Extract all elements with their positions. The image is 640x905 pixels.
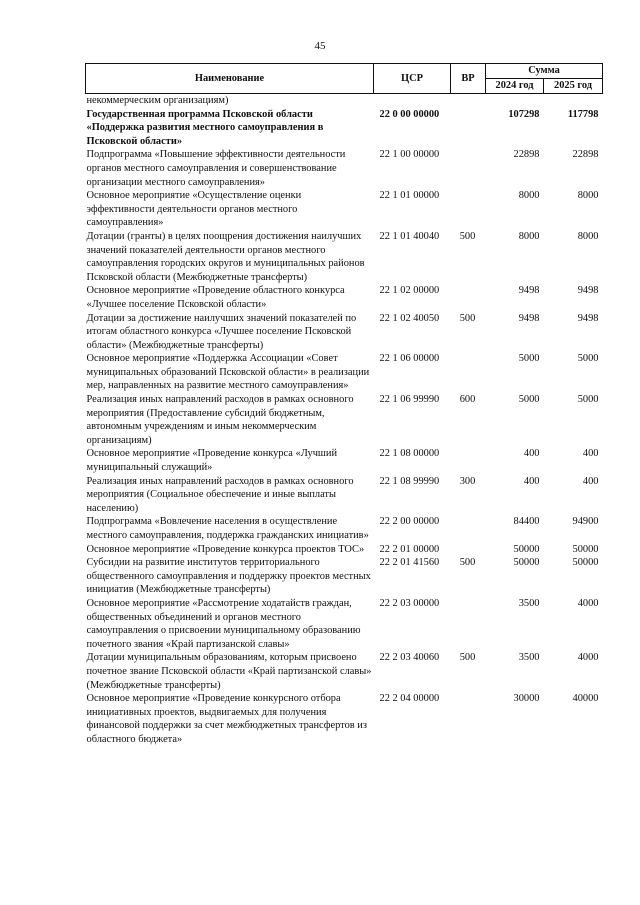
row-sum-2025: 400 xyxy=(582,448,599,460)
table-row xyxy=(86,556,603,597)
row-csr: 22 1 02 00000 xyxy=(379,285,440,297)
table-row xyxy=(86,230,603,284)
row-name: Реализация иных направлений расходов в рамках основного мероприятия (Социальное обеспечение и иные выплаты населению) xyxy=(86,475,354,514)
table-row xyxy=(86,312,603,353)
row-name: Реализация иных направлений расходов в рамках основного мероприятия (Предоставление субсидий бюджетным, автономным учреждениям и иным некоммерческим организациям) xyxy=(86,394,354,446)
row-sum-2025: 9498 xyxy=(577,285,599,297)
row-sum-2025: 4000 xyxy=(577,597,599,609)
table-row xyxy=(86,475,603,516)
row-sum-2024: 400 xyxy=(523,448,540,460)
table-row xyxy=(86,597,603,651)
row-vr: 500 xyxy=(459,557,476,569)
row-csr: 22 0 00 00000 xyxy=(379,108,440,120)
row-sum-2024: 30000 xyxy=(513,693,540,705)
row-sum-2025: 94900 xyxy=(572,516,599,528)
row-sum-2024: 5000 xyxy=(518,353,540,365)
row-sum-2024: 50000 xyxy=(513,557,540,569)
row-csr: 22 1 01 40040 xyxy=(379,230,440,242)
table-row xyxy=(86,94,603,108)
row-csr: 22 1 00 00000 xyxy=(379,149,440,161)
row-name: Основное мероприятие «Проведение конкурса «Лучший муниципальный служащий» xyxy=(86,448,338,474)
row-sum-2025: 5000 xyxy=(577,394,599,406)
row-sum-2025: 40000 xyxy=(572,693,599,705)
budget-table xyxy=(85,63,603,747)
table-header xyxy=(86,64,603,94)
row-sum-2025: 22898 xyxy=(572,149,599,161)
row-csr: 22 1 06 99990 xyxy=(379,394,440,406)
row-csr: 22 2 01 41560 xyxy=(379,557,440,569)
row-sum-2025: 4000 xyxy=(577,652,599,664)
page-number: 45 xyxy=(314,40,326,52)
row-name: Основное мероприятие «Проведение конкурса проектов ТОС» xyxy=(86,543,365,555)
row-sum-2025: 8000 xyxy=(577,230,599,242)
row-sum-2025: 9498 xyxy=(577,312,599,324)
row-vr: 300 xyxy=(459,475,476,487)
row-vr xyxy=(451,543,486,557)
row-name: Дотации муниципальным образованиям, которым присвоено почетное звание Псковской области «Край партизанской славы» (Межбюджетные трансферты) xyxy=(86,652,372,691)
row-sum-2024: 8000 xyxy=(518,190,540,202)
row-vr xyxy=(451,94,486,108)
table-row xyxy=(86,515,603,542)
row-csr: 22 2 03 40060 xyxy=(379,652,440,664)
row-name: Субсидии на развитие институтов территориального общественного самоуправления и поддержку проектов местных инициатив (Межбюджетные трансферты) xyxy=(86,557,371,596)
row-name: некоммерческим организациям) xyxy=(86,95,229,106)
table-row xyxy=(86,447,603,474)
table-row xyxy=(86,108,603,149)
row-name: Дотации за достижение наилучших значений показателей по итогам областного конкурса «Лучшее поселение Псковской области» (Межбюджетные трансферты) xyxy=(86,312,357,351)
row-csr xyxy=(374,94,451,108)
row-name: Подпрограмма «Повышение эффективности деятельности органов местного самоуправления и совершенствование организации местного самоуправления» xyxy=(86,149,346,188)
row-csr: 22 1 08 00000 xyxy=(379,448,440,460)
row-csr: 22 2 03 00000 xyxy=(379,597,440,609)
table-row xyxy=(86,284,603,311)
row-csr: 22 2 01 00000 xyxy=(379,543,440,555)
row-csr: 22 1 02 40050 xyxy=(379,312,440,324)
row-sum-2025: 400 xyxy=(582,475,599,487)
table-row xyxy=(86,393,603,447)
table-row xyxy=(86,543,603,557)
row-vr xyxy=(451,108,486,149)
row-vr xyxy=(451,189,486,230)
row-vr xyxy=(451,597,486,651)
row-sum-2024: 107298 xyxy=(508,108,540,120)
row-vr: 500 xyxy=(459,652,476,664)
row-sum-2025: 8000 xyxy=(577,190,599,202)
header-name: Наименование xyxy=(86,64,374,94)
row-sum-2024: 8000 xyxy=(518,230,540,242)
row-vr xyxy=(451,284,486,311)
row-name: Основное мероприятие «Рассмотрение ходатайств граждан, общественных объединений и органов местного самоуправления о присвоении муниципальному образованию почетного звания «Край партизанской славы» xyxy=(86,597,361,650)
row-sum-2024: 22898 xyxy=(513,149,540,161)
row-name: Основное мероприятие «Проведение конкурсного отбора инициативных проектов, выдвигаемых для получения финансовой поддержки за счет межбюджетных трансфертов из областного бюджета» xyxy=(86,693,367,745)
header-year-2025: 2025 год xyxy=(544,79,603,94)
row-sum-2025: 50000 xyxy=(572,557,599,569)
row-csr: 22 2 00 00000 xyxy=(379,516,440,528)
row-sum-2024: 3500 xyxy=(518,597,540,609)
row-sum-2024: 400 xyxy=(523,475,540,487)
row-name: Основное мероприятие «Поддержка Ассоциации «Совет муниципальных образований Псковской области» в реализации мер, направленных на развитие местного самоуправления» xyxy=(86,353,370,392)
row-sum-2024: 9498 xyxy=(518,285,540,297)
row-vr xyxy=(451,447,486,474)
header-csr: ЦСР xyxy=(374,64,451,94)
header-year-2024: 2024 год xyxy=(486,79,544,94)
table-row xyxy=(86,651,603,692)
row-name: Подпрограмма «Вовлечение населения в осуществление местного самоуправления, поддержка гражданских инициатив» xyxy=(86,516,369,541)
row-vr: 600 xyxy=(459,394,476,406)
row-name: Основное мероприятие «Проведение областного конкурса «Лучшее поселение Псковской области» xyxy=(86,285,345,310)
row-sum-2024: 84400 xyxy=(513,516,540,528)
table-row xyxy=(86,352,603,393)
row-vr: 500 xyxy=(459,312,476,324)
row-sum-2024: 5000 xyxy=(518,394,540,406)
header-sum: Сумма xyxy=(486,64,603,79)
row-sum-2025: 5000 xyxy=(577,353,599,365)
row-csr: 22 1 06 00000 xyxy=(379,353,440,365)
row-sum-2024: 50000 xyxy=(513,543,540,555)
row-sum-2024: 3500 xyxy=(518,652,540,664)
row-sum-2025: 50000 xyxy=(572,543,599,555)
row-vr: 500 xyxy=(459,230,476,242)
row-csr: 22 2 04 00000 xyxy=(379,693,440,705)
table-row xyxy=(86,692,603,746)
row-vr xyxy=(451,692,486,746)
table-body xyxy=(86,94,603,747)
row-csr: 22 1 01 00000 xyxy=(379,190,440,202)
row-name: Дотации (гранты) в целях поощрения достижения наилучших значений показателей деятельности органов местного самоуправления городских округов и муниципальных районов Псковской области (Межбюджетные трансферты) xyxy=(86,230,365,283)
row-sum-2024 xyxy=(486,94,544,108)
row-name: Основное мероприятие «Осуществление оценки эффективности деятельности органов местного самоуправления» xyxy=(86,190,302,229)
table-row xyxy=(86,189,603,230)
row-name: Государственная программа Псковской области «Поддержка развития местного самоуправления в Псковской области» xyxy=(86,108,324,147)
row-sum-2025: 117798 xyxy=(567,108,599,120)
row-sum-2025 xyxy=(544,94,603,108)
row-sum-2024: 9498 xyxy=(518,312,540,324)
row-vr xyxy=(451,515,486,542)
header-vr: ВР xyxy=(451,64,486,94)
row-vr xyxy=(451,352,486,393)
table-row xyxy=(86,148,603,189)
row-csr: 22 1 08 99990 xyxy=(379,475,440,487)
row-vr xyxy=(451,148,486,189)
